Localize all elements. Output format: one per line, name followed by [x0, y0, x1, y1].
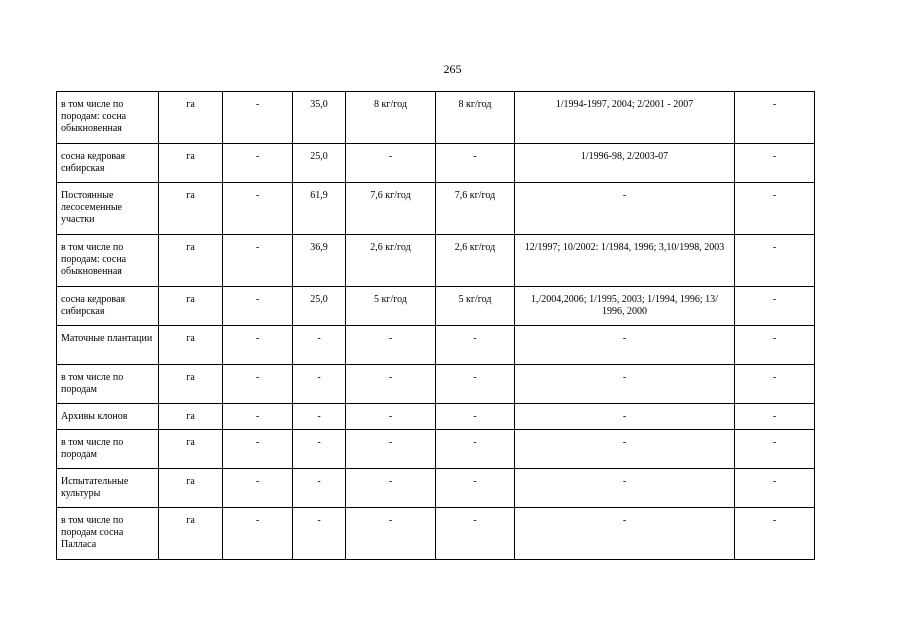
cell-unit: га: [159, 235, 223, 287]
cell-col-6: -: [436, 144, 515, 183]
cell-name: в том числе по породам сосна Палласа: [57, 508, 159, 560]
cell-col-8: -: [735, 365, 815, 404]
cell-col-6: 7,6 кг/год: [436, 183, 515, 235]
cell-unit: га: [159, 404, 223, 430]
data-table: [56, 91, 815, 560]
cell-col-6: -: [436, 430, 515, 469]
cell-col-8: -: [735, 144, 815, 183]
cell-col-6: 8 кг/год: [436, 92, 515, 144]
table-row: [57, 404, 815, 430]
cell-col-3: -: [223, 508, 293, 560]
cell-col-6: -: [436, 508, 515, 560]
cell-name: в том числе по породам: [57, 365, 159, 404]
cell-col-5: -: [346, 469, 436, 508]
cell-col-6: -: [436, 404, 515, 430]
cell-unit: га: [159, 365, 223, 404]
cell-col-3: -: [223, 430, 293, 469]
page-number: 265: [443, 62, 462, 76]
cell-col-5: -: [346, 404, 436, 430]
cell-col-7: 1/1996-98, 2/2003-07: [515, 144, 735, 183]
cell-col-7: -: [515, 508, 735, 560]
cell-col-4: 35,0: [293, 92, 346, 144]
cell-col-7: -: [515, 469, 735, 508]
cell-name: в том числе по породам: [57, 430, 159, 469]
cell-col-5: -: [346, 430, 436, 469]
cell-col-4: 36,9: [293, 235, 346, 287]
cell-col-8: -: [735, 404, 815, 430]
cell-col-7: -: [515, 183, 735, 235]
cell-col-6: -: [436, 365, 515, 404]
cell-unit: га: [159, 469, 223, 508]
cell-col-4: -: [293, 430, 346, 469]
table-body: [57, 92, 815, 560]
cell-col-6: -: [436, 469, 515, 508]
cell-name: Маточные плантации: [57, 326, 159, 365]
cell-name: Постоянные лесосеменные участки: [57, 183, 159, 235]
cell-col-5: -: [346, 144, 436, 183]
cell-col-5: 5 кг/год: [346, 287, 436, 326]
cell-col-4: -: [293, 365, 346, 404]
table-row: [57, 508, 815, 560]
cell-name: Испытательные культуры: [57, 469, 159, 508]
cell-name: в том числе по породам: сосна обыкновенная: [57, 92, 159, 144]
cell-col-7: 12/1997; 10/2002: 1/1984, 1996; 3,10/1998, 2003: [515, 235, 735, 287]
cell-col-3: -: [223, 235, 293, 287]
cell-col-5: -: [346, 326, 436, 365]
cell-col-3: -: [223, 365, 293, 404]
cell-col-5: 2,6 кг/год: [346, 235, 436, 287]
cell-col-3: -: [223, 183, 293, 235]
cell-col-5: 8 кг/год: [346, 92, 436, 144]
cell-col-7: -: [515, 404, 735, 430]
cell-col-8: -: [735, 508, 815, 560]
cell-col-6: 5 кг/год: [436, 287, 515, 326]
cell-col-7: 1,/2004,2006; 1/1995, 2003; 1/1994, 1996; 13/ 1996, 2000: [515, 287, 735, 326]
cell-unit: га: [159, 326, 223, 365]
cell-col-4: -: [293, 326, 346, 365]
cell-col-3: -: [223, 404, 293, 430]
cell-col-5: -: [346, 365, 436, 404]
table-row: [57, 92, 815, 144]
cell-col-7: -: [515, 326, 735, 365]
cell-col-3: -: [223, 287, 293, 326]
cell-unit: га: [159, 287, 223, 326]
cell-col-6: -: [436, 326, 515, 365]
cell-col-8: -: [735, 326, 815, 365]
cell-col-7: -: [515, 430, 735, 469]
cell-col-8: -: [735, 287, 815, 326]
cell-unit: га: [159, 508, 223, 560]
cell-col-8: -: [735, 469, 815, 508]
cell-col-8: -: [735, 430, 815, 469]
cell-name: Архивы клонов: [57, 404, 159, 430]
cell-col-3: -: [223, 469, 293, 508]
cell-unit: га: [159, 92, 223, 144]
cell-col-3: -: [223, 326, 293, 365]
cell-name: сосна кедровая сибирская: [57, 144, 159, 183]
cell-col-4: 25,0: [293, 144, 346, 183]
cell-col-8: -: [735, 92, 815, 144]
cell-col-6: 2,6 кг/год: [436, 235, 515, 287]
cell-name: сосна кедровая сибирская: [57, 287, 159, 326]
cell-col-5: 7,6 кг/год: [346, 183, 436, 235]
cell-col-4: -: [293, 469, 346, 508]
cell-col-4: 25,0: [293, 287, 346, 326]
cell-col-4: -: [293, 404, 346, 430]
cell-name: в том числе по породам: сосна обыкновенная: [57, 235, 159, 287]
cell-col-4: -: [293, 508, 346, 560]
table-row: [57, 287, 815, 326]
table-row: [57, 326, 815, 365]
cell-col-7: 1/1994-1997, 2004; 2/2001 - 2007: [515, 92, 735, 144]
cell-unit: га: [159, 430, 223, 469]
cell-unit: га: [159, 144, 223, 183]
cell-col-5: -: [346, 508, 436, 560]
table-row: [57, 235, 815, 287]
table-row: [57, 144, 815, 183]
cell-unit: га: [159, 183, 223, 235]
cell-col-3: -: [223, 144, 293, 183]
cell-col-4: 61,9: [293, 183, 346, 235]
table-row: [57, 183, 815, 235]
table-row: [57, 430, 815, 469]
table-row: [57, 469, 815, 508]
table-row: [57, 365, 815, 404]
cell-col-3: -: [223, 92, 293, 144]
cell-col-8: -: [735, 183, 815, 235]
cell-col-8: -: [735, 235, 815, 287]
cell-col-7: -: [515, 365, 735, 404]
